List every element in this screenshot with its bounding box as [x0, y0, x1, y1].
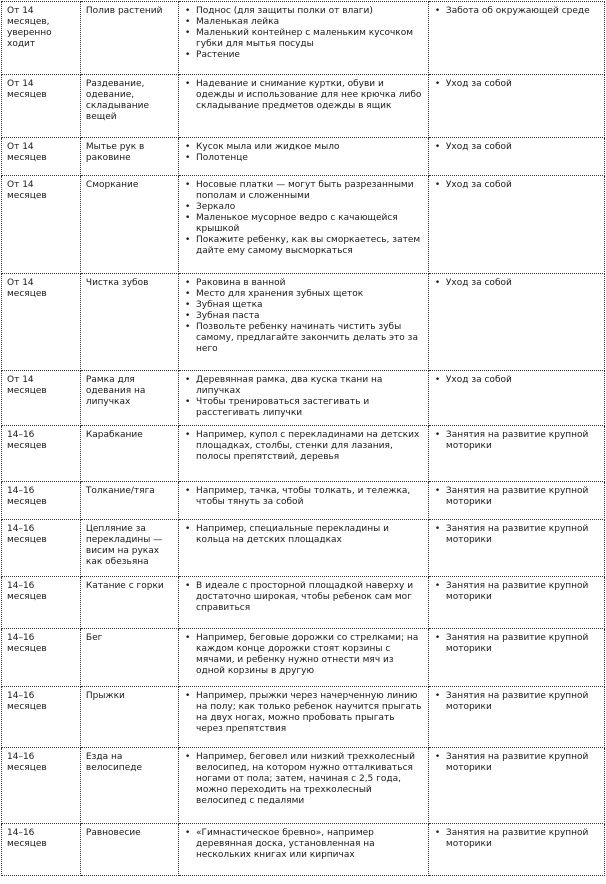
areas-list	[434, 430, 599, 452]
area-item: • Занятия на развитие крупной моторики	[434, 524, 599, 546]
materials-list	[184, 633, 423, 677]
area-cell	[428, 426, 604, 482]
activity-cell: Карабкание	[80, 426, 178, 482]
area-item: • Занятия на развитие крупной моторики	[434, 828, 599, 850]
areas-list	[434, 486, 599, 508]
activity-cell: Полив растений	[80, 2, 178, 75]
materials-cell	[179, 426, 429, 482]
area-cell	[428, 687, 604, 748]
area-item: • Уход за собой	[434, 79, 599, 90]
materials-cell	[179, 75, 429, 138]
material-item: • Например, специальные перекладины и кольца на детских площадках	[184, 524, 423, 546]
material-item: • Надевание и снимание куртки, обуви и одежды и использование для нее крючка либо складывание предметов одежды в ящик	[184, 79, 423, 112]
age-cell: 14–16 месяцев	[2, 482, 81, 520]
age-cell: От 14 месяцев	[2, 138, 81, 176]
material-item: • Кусок мыла или жидкое мыло	[184, 142, 423, 153]
materials-list	[184, 581, 423, 614]
material-item: • Маленькая лейка	[184, 17, 423, 28]
area-cell	[428, 2, 604, 75]
material-item: • Место для хранения зубных щеток	[184, 289, 423, 300]
table-row	[2, 577, 605, 629]
table-row	[2, 138, 605, 176]
materials-list	[184, 752, 423, 807]
age-cell: От 14 месяцев	[2, 75, 81, 138]
activity-cell: Раздевание, одевание, складывание вещей	[80, 75, 178, 138]
table-row	[2, 629, 605, 687]
areas-list	[434, 142, 599, 153]
material-item: • Растение	[184, 50, 423, 61]
activity-cell: Чистка зубов	[80, 274, 178, 371]
table-row	[2, 274, 605, 371]
material-item: • «Гимнастическое бревно», например деревянная доска, установленная на нескольких книгах или кирпичах	[184, 828, 423, 861]
area-item: • Уход за собой	[434, 180, 599, 191]
material-item: • Например, беговел или низкий трехколесный велосипед, на котором нужно отталкиваться ногами от пола; затем, начиная с 2,5 года, можно переходить на трехколесный велосипед с педалями	[184, 752, 423, 807]
material-item: • Носовые платки — могут быть разрезанными пополам и сложенными	[184, 180, 423, 202]
materials-cell	[179, 371, 429, 426]
areas-list	[434, 79, 599, 90]
table-body	[2, 2, 605, 876]
materials-list	[184, 79, 423, 112]
material-item: • Например, тачка, чтобы толкать, и тележка, чтобы тянуть за собой	[184, 486, 423, 508]
materials-cell	[179, 577, 429, 629]
area-item: • Уход за собой	[434, 375, 599, 386]
material-item: • Раковина в ванной	[184, 278, 423, 289]
activities-table	[1, 1, 605, 876]
materials-list	[184, 524, 423, 546]
table-row	[2, 2, 605, 75]
activity-cell: Толкание/тяга	[80, 482, 178, 520]
age-cell: От 14 месяцев	[2, 371, 81, 426]
area-item: • Занятия на развитие крупной моторики	[434, 581, 599, 603]
material-item: • Позвольте ребенку начинать чистить зубы самому, предлагайте закончить делать это за него	[184, 322, 423, 355]
area-cell	[428, 482, 604, 520]
age-cell: 14–16 месяцев	[2, 748, 81, 824]
area-cell	[428, 824, 604, 876]
table-row	[2, 371, 605, 426]
material-item: • Поднос (для защиты полки от влаги)	[184, 6, 423, 17]
material-item: • Маленький контейнер с маленьким кусочком губки для мытья посуды	[184, 28, 423, 50]
activity-cell: Цепляние за перекладины — висим на руках как обезьяна	[80, 520, 178, 577]
area-cell	[428, 75, 604, 138]
materials-cell	[179, 520, 429, 577]
area-item: • Занятия на развитие крупной моторики	[434, 486, 599, 508]
areas-list	[434, 752, 599, 774]
materials-list	[184, 375, 423, 419]
area-item: • Забота об окружающей среде	[434, 6, 599, 17]
area-cell	[428, 577, 604, 629]
areas-list	[434, 524, 599, 546]
table-row	[2, 748, 605, 824]
material-item: • Маленькое мусорное ведро с качающейся крышкой	[184, 213, 423, 235]
area-item: • Уход за собой	[434, 142, 599, 153]
area-cell	[428, 138, 604, 176]
age-cell: 14–16 месяцев	[2, 629, 81, 687]
age-cell: 14–16 месяцев	[2, 687, 81, 748]
material-item: • Зубная паста	[184, 311, 423, 322]
material-item: • Например, прыжки через начерченную линию на полу; как только ребенок научится прыгать на двух ногах, можно пробовать прыгать через препятствия	[184, 691, 423, 735]
materials-list	[184, 828, 423, 861]
materials-cell	[179, 274, 429, 371]
materials-list	[184, 430, 423, 463]
area-item: • Уход за собой	[434, 278, 599, 289]
area-item: • Занятия на развитие крупной моторики	[434, 691, 599, 713]
areas-list	[434, 691, 599, 713]
materials-cell	[179, 2, 429, 75]
area-cell	[428, 629, 604, 687]
material-item: • Полотенце	[184, 153, 423, 164]
area-cell	[428, 274, 604, 371]
area-item: • Занятия на развитие крупной моторики	[434, 633, 599, 655]
table-row	[2, 482, 605, 520]
material-item: • Зубная щетка	[184, 300, 423, 311]
materials-list	[184, 6, 423, 61]
material-item: • В идеале с просторной площадкой наверху и достаточно широкая, чтобы ребенок сам мог справиться	[184, 581, 423, 614]
areas-list	[434, 278, 599, 289]
area-item: • Занятия на развитие крупной моторики	[434, 430, 599, 452]
material-item: • Например, купол с перекладинами на детских площадках, столбы, стенки для лазания, полосы препятствий, деревья	[184, 430, 423, 463]
areas-list	[434, 633, 599, 655]
materials-list	[184, 142, 423, 164]
materials-list	[184, 278, 423, 355]
activity-cell: Рамка для одевания на липучках	[80, 371, 178, 426]
materials-cell	[179, 176, 429, 274]
area-cell	[428, 520, 604, 577]
activity-cell: Прыжки	[80, 687, 178, 748]
material-item: • Например, беговые дорожки со стрелками; на каждом конце дорожки стоят корзины с мячами, и ребенку нужно отнести мяч из одной корзины в другую	[184, 633, 423, 677]
area-cell	[428, 176, 604, 274]
activity-cell: Мытье рук в раковине	[80, 138, 178, 176]
table-row	[2, 426, 605, 482]
area-cell	[428, 371, 604, 426]
areas-list	[434, 828, 599, 850]
materials-cell	[179, 482, 429, 520]
materials-cell	[179, 629, 429, 687]
materials-cell	[179, 824, 429, 876]
areas-list	[434, 6, 599, 17]
materials-cell	[179, 138, 429, 176]
materials-cell	[179, 748, 429, 824]
materials-list	[184, 180, 423, 257]
material-item: • Покажите ребенку, как вы сморкаетесь, затем дайте ему самому высморкаться	[184, 235, 423, 257]
activity-cell: Езда на велосипеде	[80, 748, 178, 824]
age-cell: От 14 месяцев	[2, 274, 81, 371]
table-row	[2, 824, 605, 876]
activity-cell: Равновесие	[80, 824, 178, 876]
materials-cell	[179, 687, 429, 748]
age-cell: 14–16 месяцев	[2, 577, 81, 629]
age-cell: 14–16 месяцев	[2, 824, 81, 876]
materials-list	[184, 691, 423, 735]
table-row	[2, 687, 605, 748]
age-cell: От 14 месяцев	[2, 176, 81, 274]
area-item: • Занятия на развитие крупной моторики	[434, 752, 599, 774]
areas-list	[434, 180, 599, 191]
area-cell	[428, 748, 604, 824]
activity-cell: Сморкание	[80, 176, 178, 274]
areas-list	[434, 581, 599, 603]
activity-cell: Катание с горки	[80, 577, 178, 629]
material-item: • Зеркало	[184, 202, 423, 213]
table-row	[2, 520, 605, 577]
table-row	[2, 75, 605, 138]
age-cell: От 14 месяцев, уверенно ходит	[2, 2, 81, 75]
table-row	[2, 176, 605, 274]
age-cell: 14–16 месяцев	[2, 520, 81, 577]
material-item: • Деревянная рамка, два куска ткани на липучках	[184, 375, 423, 397]
material-item: • Чтобы тренироваться застегивать и расстегивать липучки	[184, 397, 423, 419]
age-cell: 14–16 месяцев	[2, 426, 81, 482]
areas-list	[434, 375, 599, 386]
activity-cell: Бег	[80, 629, 178, 687]
materials-list	[184, 486, 423, 508]
